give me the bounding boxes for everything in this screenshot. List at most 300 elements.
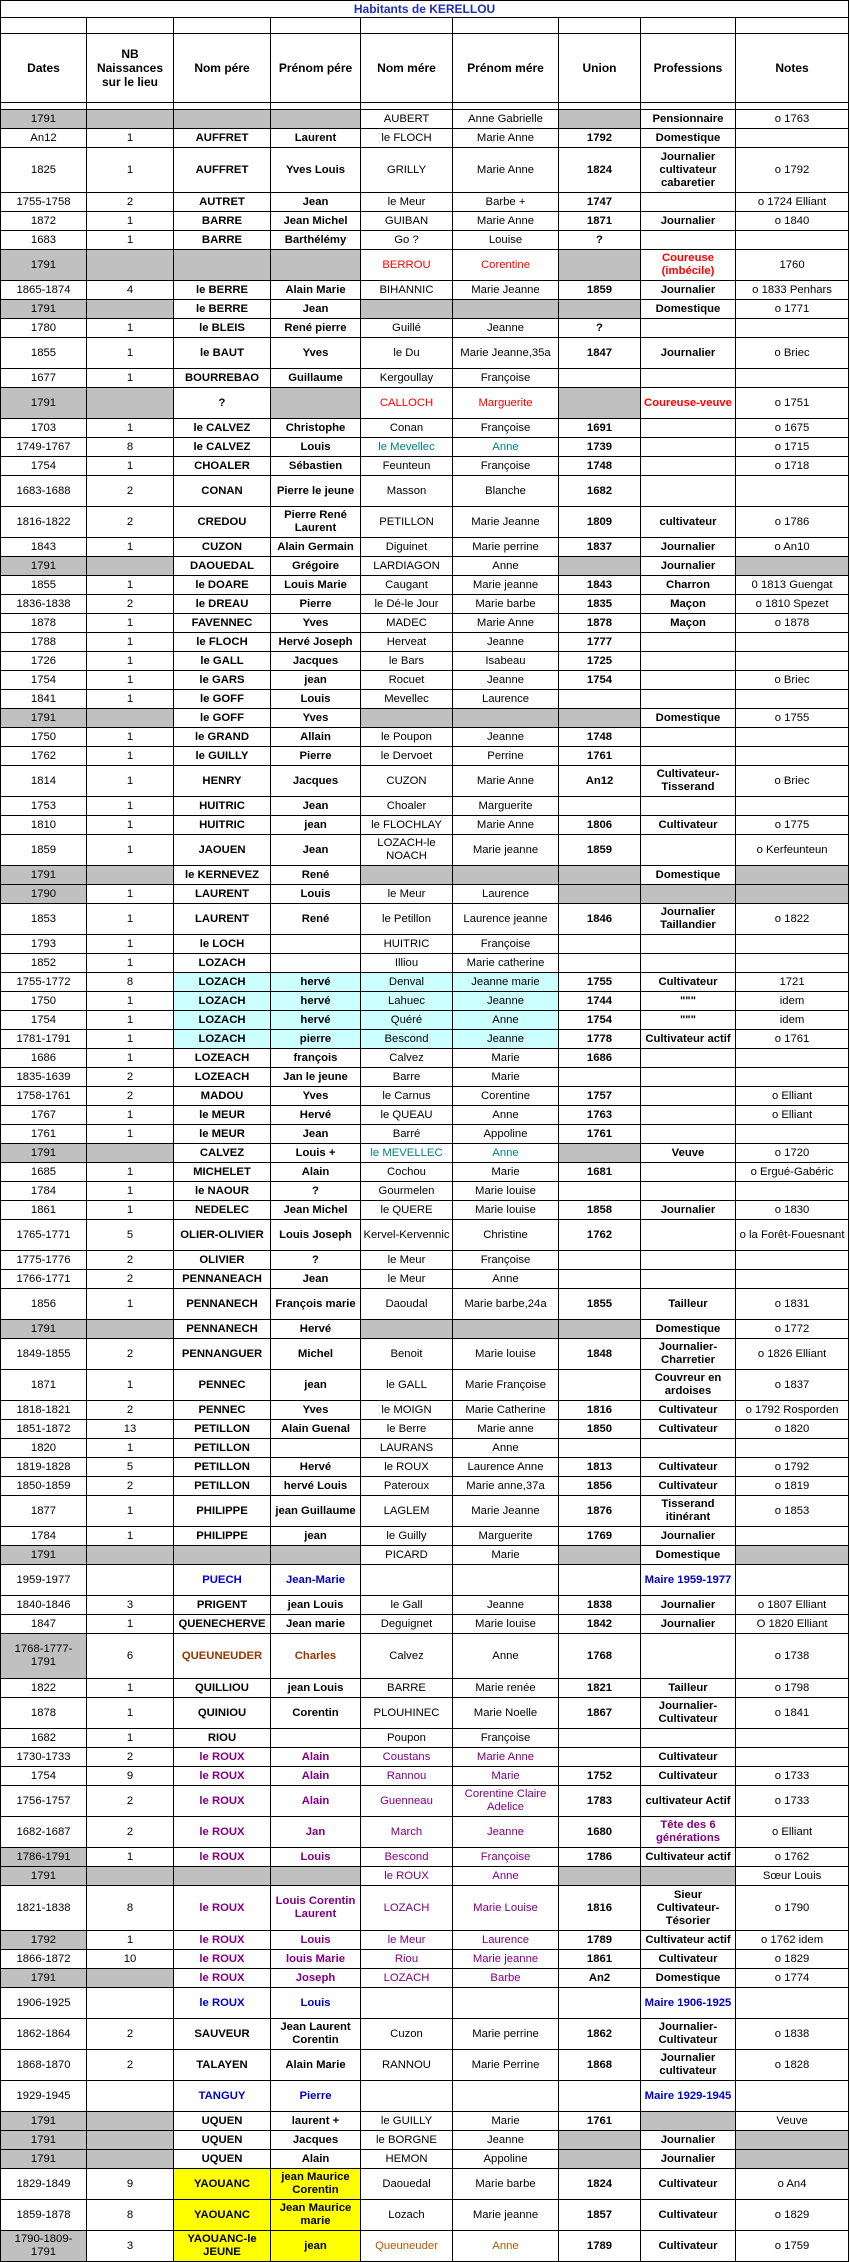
dates-cell[interactable]: 1843 <box>1 538 87 557</box>
header-union[interactable]: Union <box>559 34 641 103</box>
mother-name-cell[interactable]: Conan <box>361 419 453 438</box>
union-cell[interactable]: 1856 <box>559 1477 641 1496</box>
mother-name-cell[interactable]: Guenneau <box>361 1786 453 1817</box>
births-cell[interactable]: 1 <box>87 338 174 369</box>
union-cell[interactable]: 1859 <box>559 835 641 866</box>
births-cell[interactable]: 2 <box>87 2050 174 2081</box>
union-cell[interactable] <box>559 369 641 388</box>
dates-cell[interactable]: 1754 <box>1 1767 87 1786</box>
father-firstname-cell[interactable]: Jan le jeune <box>271 1068 361 1087</box>
dates-cell[interactable]: 1791 <box>1 2131 87 2150</box>
union-cell[interactable]: 1835 <box>559 595 641 614</box>
father-firstname-cell[interactable]: Jean <box>271 1270 361 1289</box>
father-name-cell[interactable]: NEDELEC <box>174 1201 271 1220</box>
profession-cell[interactable] <box>641 369 736 388</box>
profession-cell[interactable]: Cultivateur <box>641 973 736 992</box>
dates-cell[interactable]: 1791 <box>1 1320 87 1339</box>
father-firstname-cell[interactable]: hervé Louis <box>271 1477 361 1496</box>
union-cell[interactable] <box>559 1251 641 1270</box>
father-name-cell[interactable]: PENNANEACH <box>174 1270 271 1289</box>
notes-cell[interactable] <box>736 129 849 148</box>
union-cell[interactable]: 1846 <box>559 904 641 935</box>
mother-name-cell[interactable]: Guillé <box>361 319 453 338</box>
mother-firstname-cell[interactable]: Blanche <box>453 476 559 507</box>
father-name-cell[interactable]: le ROUX <box>174 1969 271 1988</box>
profession-cell[interactable]: Domestique <box>641 866 736 885</box>
mother-firstname-cell[interactable]: Françoise <box>453 1848 559 1867</box>
mother-firstname-cell[interactable]: Françoise <box>453 935 559 954</box>
mother-firstname-cell[interactable]: Marguerite <box>453 797 559 816</box>
profession-cell[interactable] <box>641 193 736 212</box>
union-cell[interactable]: 1691 <box>559 419 641 438</box>
father-firstname-cell[interactable]: jean Louis <box>271 1679 361 1698</box>
dates-cell[interactable]: 1850-1859 <box>1 1477 87 1496</box>
mother-name-cell[interactable]: Cuzon <box>361 2019 453 2050</box>
notes-cell[interactable] <box>736 954 849 973</box>
mother-firstname-cell[interactable]: Marie perrine <box>453 538 559 557</box>
dates-cell[interactable]: 1835-1639 <box>1 1068 87 1087</box>
profession-cell[interactable] <box>641 1439 736 1458</box>
mother-firstname-cell[interactable]: Corentine <box>453 1087 559 1106</box>
mother-name-cell[interactable]: le GUILLY <box>361 2112 453 2131</box>
mother-name-cell[interactable]: RANNOU <box>361 2050 453 2081</box>
father-firstname-cell[interactable] <box>271 250 361 281</box>
profession-cell[interactable]: cultivateur <box>641 507 736 538</box>
dates-cell[interactable]: 1792 <box>1 1931 87 1950</box>
dates-cell[interactable]: 1754 <box>1 457 87 476</box>
father-name-cell[interactable]: CHOALER <box>174 457 271 476</box>
profession-cell[interactable]: Coureuse (imbécile) <box>641 250 736 281</box>
father-firstname-cell[interactable]: Corentin <box>271 1698 361 1729</box>
union-cell[interactable]: 1862 <box>559 2019 641 2050</box>
mother-firstname-cell[interactable]: Marie Anne <box>453 148 559 193</box>
births-cell[interactable]: 13 <box>87 1420 174 1439</box>
mother-name-cell[interactable]: GRILLY <box>361 148 453 193</box>
births-cell[interactable] <box>87 709 174 728</box>
births-cell[interactable]: 2 <box>87 1817 174 1848</box>
union-cell[interactable]: 1838 <box>559 1596 641 1615</box>
father-name-cell[interactable]: CONAN <box>174 476 271 507</box>
father-firstname-cell[interactable]: Louis <box>271 1988 361 2019</box>
dates-cell[interactable]: 1825 <box>1 148 87 193</box>
births-cell[interactable]: 4 <box>87 281 174 300</box>
father-name-cell[interactable]: TALAYEN <box>174 2050 271 2081</box>
dates-cell[interactable]: 1866-1872 <box>1 1950 87 1969</box>
mother-name-cell[interactable]: Quéré <box>361 1011 453 1030</box>
dates-cell[interactable]: 1872 <box>1 212 87 231</box>
father-firstname-cell[interactable]: Jan <box>271 1817 361 1848</box>
mother-name-cell[interactable]: Rocuet <box>361 671 453 690</box>
union-cell[interactable]: 1778 <box>559 1030 641 1049</box>
dates-cell[interactable]: 1786-1791 <box>1 1848 87 1867</box>
dates-cell[interactable]: 1841 <box>1 690 87 709</box>
mother-firstname-cell[interactable]: Marie Françoise <box>453 1370 559 1401</box>
father-name-cell[interactable]: le GALL <box>174 652 271 671</box>
mother-name-cell[interactable]: Daoudal <box>361 1289 453 1320</box>
mother-firstname-cell[interactable]: Barbe <box>453 1969 559 1988</box>
mother-name-cell[interactable]: le QUEAU <box>361 1106 453 1125</box>
notes-cell[interactable] <box>736 2131 849 2150</box>
mother-firstname-cell[interactable]: Marie jeanne <box>453 576 559 595</box>
profession-cell[interactable]: Domestique <box>641 709 736 728</box>
mother-firstname-cell[interactable]: Jeanne <box>453 633 559 652</box>
father-name-cell[interactable]: UQUEN <box>174 2150 271 2169</box>
father-name-cell[interactable]: BOURREBAO <box>174 369 271 388</box>
father-firstname-cell[interactable] <box>271 388 361 419</box>
union-cell[interactable] <box>559 1439 641 1458</box>
mother-firstname-cell[interactable]: Marie <box>453 1767 559 1786</box>
notes-cell[interactable]: o 1755 <box>736 709 849 728</box>
births-cell[interactable]: 1 <box>87 1125 174 1144</box>
union-cell[interactable]: 1850 <box>559 1420 641 1439</box>
births-cell[interactable]: 1 <box>87 1163 174 1182</box>
father-name-cell[interactable]: le ROUX <box>174 1848 271 1867</box>
notes-cell[interactable]: o An4 <box>736 2169 849 2200</box>
profession-cell[interactable]: Journalier-Cultivateur <box>641 1698 736 1729</box>
father-firstname-cell[interactable]: jean <box>271 1370 361 1401</box>
births-cell[interactable]: 1 <box>87 1201 174 1220</box>
notes-cell[interactable]: o 1790 <box>736 1886 849 1931</box>
father-name-cell[interactable]: le LOCH <box>174 935 271 954</box>
mother-firstname-cell[interactable]: Marie Anne <box>453 129 559 148</box>
mother-firstname-cell[interactable]: Marie Jeanne,35a <box>453 338 559 369</box>
father-firstname-cell[interactable]: Alain <box>271 1767 361 1786</box>
births-cell[interactable]: 1 <box>87 728 174 747</box>
father-name-cell[interactable]: le ROUX <box>174 1748 271 1767</box>
profession-cell[interactable] <box>641 633 736 652</box>
father-name-cell[interactable]: le MEUR <box>174 1106 271 1125</box>
union-cell[interactable]: 1806 <box>559 816 641 835</box>
mother-name-cell[interactable] <box>361 300 453 319</box>
notes-cell[interactable]: o 1833 Penhars <box>736 281 849 300</box>
notes-cell[interactable]: o 1733 <box>736 1767 849 1786</box>
dates-cell[interactable]: 1730-1733 <box>1 1748 87 1767</box>
mother-firstname-cell[interactable]: Isabeau <box>453 652 559 671</box>
father-name-cell[interactable] <box>174 1546 271 1565</box>
mother-name-cell[interactable]: LOZACH-le NOACH <box>361 835 453 866</box>
notes-cell[interactable]: o 1837 <box>736 1370 849 1401</box>
mother-name-cell[interactable]: HEMON <box>361 2150 453 2169</box>
births-cell[interactable]: 2 <box>87 1477 174 1496</box>
notes-cell[interactable]: o 1792 Rosporden <box>736 1401 849 1420</box>
father-name-cell[interactable]: le DOARE <box>174 576 271 595</box>
mother-name-cell[interactable]: le BORGNE <box>361 2131 453 2150</box>
profession-cell[interactable] <box>641 1125 736 1144</box>
mother-firstname-cell[interactable]: Marie Anne <box>453 614 559 633</box>
father-firstname-cell[interactable]: Jean Maurice marie <box>271 2200 361 2231</box>
notes-cell[interactable]: o Elliant <box>736 1817 849 1848</box>
union-cell[interactable] <box>559 557 641 576</box>
father-firstname-cell[interactable]: Allain <box>271 728 361 747</box>
births-cell[interactable]: 1 <box>87 148 174 193</box>
mother-name-cell[interactable]: Lahuec <box>361 992 453 1011</box>
dates-cell[interactable]: 1788 <box>1 633 87 652</box>
births-cell[interactable]: 1 <box>87 1679 174 1698</box>
births-cell[interactable]: 1 <box>87 652 174 671</box>
profession-cell[interactable] <box>641 728 736 747</box>
union-cell[interactable]: An2 <box>559 1969 641 1988</box>
father-name-cell[interactable]: LOZACH <box>174 1011 271 1030</box>
profession-cell[interactable] <box>641 797 736 816</box>
mother-firstname-cell[interactable]: Marguerite <box>453 388 559 419</box>
births-cell[interactable] <box>87 2081 174 2112</box>
mother-firstname-cell[interactable] <box>453 866 559 885</box>
mother-firstname-cell[interactable]: Jeanne <box>453 1596 559 1615</box>
notes-cell[interactable]: o 1822 <box>736 904 849 935</box>
mother-name-cell[interactable]: Coustans <box>361 1748 453 1767</box>
notes-cell[interactable]: Sœur Louis <box>736 1867 849 1886</box>
notes-cell[interactable]: o 1738 <box>736 1634 849 1679</box>
profession-cell[interactable] <box>641 1867 736 1886</box>
union-cell[interactable]: 1843 <box>559 576 641 595</box>
father-name-cell[interactable]: le GOFF <box>174 709 271 728</box>
mother-name-cell[interactable]: Diguinet <box>361 538 453 557</box>
mother-name-cell[interactable]: Illiou <box>361 954 453 973</box>
father-name-cell[interactable]: DAOUEDAL <box>174 557 271 576</box>
father-firstname-cell[interactable]: Charles <box>271 1634 361 1679</box>
mother-name-cell[interactable]: HUITRIC <box>361 935 453 954</box>
profession-cell[interactable] <box>641 1729 736 1748</box>
births-cell[interactable]: 1 <box>87 1049 174 1068</box>
mother-firstname-cell[interactable]: Jeanne <box>453 728 559 747</box>
notes-cell[interactable]: idem <box>736 992 849 1011</box>
father-firstname-cell[interactable]: hervé <box>271 1011 361 1030</box>
father-name-cell[interactable]: MICHELET <box>174 1163 271 1182</box>
mother-name-cell[interactable]: Masson <box>361 476 453 507</box>
mother-firstname-cell[interactable]: Marie Jeanne <box>453 507 559 538</box>
births-cell[interactable]: 1 <box>87 1370 174 1401</box>
father-name-cell[interactable]: CREDOU <box>174 507 271 538</box>
profession-cell[interactable]: Journalier-Charretier <box>641 1339 736 1370</box>
father-firstname-cell[interactable]: jean <box>271 816 361 835</box>
union-cell[interactable]: 1752 <box>559 1767 641 1786</box>
mother-firstname-cell[interactable]: Laurence <box>453 1931 559 1950</box>
profession-cell[interactable]: Domestique <box>641 1320 736 1339</box>
father-name-cell[interactable]: LAURENT <box>174 904 271 935</box>
profession-cell[interactable] <box>641 1068 736 1087</box>
father-firstname-cell[interactable]: jean Guillaume <box>271 1496 361 1527</box>
profession-cell[interactable] <box>641 835 736 866</box>
dates-cell[interactable]: 1791 <box>1 2150 87 2169</box>
union-cell[interactable] <box>559 2131 641 2150</box>
mother-firstname-cell[interactable]: Jeanne marie <box>453 973 559 992</box>
notes-cell[interactable]: o 1798 <box>736 1679 849 1698</box>
profession-cell[interactable]: cultivateur Actif <box>641 1786 736 1817</box>
dates-cell[interactable]: 1791 <box>1 388 87 419</box>
mother-firstname-cell[interactable]: Marie Louise <box>453 1886 559 1931</box>
dates-cell[interactable]: 1856 <box>1 1289 87 1320</box>
births-cell[interactable]: 1 <box>87 766 174 797</box>
mother-name-cell[interactable]: Kervel-Kervennic <box>361 1220 453 1251</box>
dates-cell[interactable]: 1754 <box>1 671 87 690</box>
father-name-cell[interactable]: OLIER-OLIVIER <box>174 1220 271 1251</box>
dates-cell[interactable]: An12 <box>1 129 87 148</box>
dates-cell[interactable]: 1758-1761 <box>1 1087 87 1106</box>
mother-name-cell[interactable]: le Meur <box>361 1251 453 1270</box>
mother-firstname-cell[interactable]: Marie <box>453 2112 559 2131</box>
mother-name-cell[interactable]: le Carnus <box>361 1087 453 1106</box>
dates-cell[interactable]: 1814 <box>1 766 87 797</box>
union-cell[interactable]: 1777 <box>559 633 641 652</box>
profession-cell[interactable]: Cultivateur-Tisserand <box>641 766 736 797</box>
mother-firstname-cell[interactable]: Marie Jeanne <box>453 1496 559 1527</box>
profession-cell[interactable]: Cultivateur actif <box>641 1030 736 1049</box>
father-firstname-cell[interactable] <box>271 1546 361 1565</box>
union-cell[interactable] <box>559 690 641 709</box>
profession-cell[interactable]: Maire 1906-1925 <box>641 1988 736 2019</box>
dates-cell[interactable]: 1878 <box>1 614 87 633</box>
union-cell[interactable] <box>559 797 641 816</box>
births-cell[interactable]: 1 <box>87 319 174 338</box>
union-cell[interactable]: 1769 <box>559 1527 641 1546</box>
union-cell[interactable]: 1878 <box>559 614 641 633</box>
mother-name-cell[interactable]: Mevellec <box>361 690 453 709</box>
profession-cell[interactable] <box>641 1087 736 1106</box>
dates-cell[interactable]: 1791 <box>1 1969 87 1988</box>
profession-cell[interactable]: Journalier cultivateur cabaretier <box>641 148 736 193</box>
births-cell[interactable]: 1 <box>87 1729 174 1748</box>
births-cell[interactable]: 1 <box>87 992 174 1011</box>
father-name-cell[interactable]: YAOUANC <box>174 2169 271 2200</box>
dates-cell[interactable]: 1849-1855 <box>1 1339 87 1370</box>
father-firstname-cell[interactable]: Laurent <box>271 129 361 148</box>
notes-cell[interactable]: o 1759 <box>736 2231 849 2262</box>
mother-name-cell[interactable]: LAURANS <box>361 1439 453 1458</box>
father-firstname-cell[interactable]: Jean <box>271 1125 361 1144</box>
mother-name-cell[interactable]: Herveat <box>361 633 453 652</box>
dates-cell[interactable]: 1791 <box>1 709 87 728</box>
mother-name-cell[interactable]: Daouedal <box>361 2169 453 2200</box>
dates-cell[interactable]: 1791 <box>1 1867 87 1886</box>
mother-firstname-cell[interactable]: Françoise <box>453 419 559 438</box>
profession-cell[interactable] <box>641 438 736 457</box>
father-firstname-cell[interactable]: Yves <box>271 614 361 633</box>
dates-cell[interactable]: 1791 <box>1 250 87 281</box>
profession-cell[interactable]: Journalier <box>641 281 736 300</box>
father-name-cell[interactable]: JAOUEN <box>174 835 271 866</box>
union-cell[interactable]: 1783 <box>559 1786 641 1817</box>
profession-cell[interactable] <box>641 1049 736 1068</box>
mother-firstname-cell[interactable] <box>453 1565 559 1596</box>
father-firstname-cell[interactable]: Jean <box>271 835 361 866</box>
union-cell[interactable]: 1855 <box>559 1289 641 1320</box>
births-cell[interactable]: 10 <box>87 1950 174 1969</box>
union-cell[interactable]: 1754 <box>559 671 641 690</box>
dates-cell[interactable]: 1726 <box>1 652 87 671</box>
profession-cell[interactable] <box>641 419 736 438</box>
notes-cell[interactable] <box>736 231 849 250</box>
notes-cell[interactable]: O 1820 Elliant <box>736 1615 849 1634</box>
father-name-cell[interactable]: le ROUX <box>174 1931 271 1950</box>
dates-cell[interactable]: 1749-1767 <box>1 438 87 457</box>
births-cell[interactable] <box>87 866 174 885</box>
mother-name-cell[interactable]: Bescond <box>361 1848 453 1867</box>
father-name-cell[interactable] <box>174 110 271 129</box>
mother-name-cell[interactable]: BERROU <box>361 250 453 281</box>
mother-name-cell[interactable] <box>361 709 453 728</box>
father-firstname-cell[interactable]: Alain Marie <box>271 281 361 300</box>
profession-cell[interactable]: Domestique <box>641 300 736 319</box>
union-cell[interactable]: 1754 <box>559 1011 641 1030</box>
father-firstname-cell[interactable]: Alain <box>271 1163 361 1182</box>
father-name-cell[interactable]: LOZEACH <box>174 1049 271 1068</box>
births-cell[interactable]: 1 <box>87 816 174 835</box>
notes-cell[interactable]: o 1724 Elliant <box>736 193 849 212</box>
father-firstname-cell[interactable]: Jacques <box>271 766 361 797</box>
notes-cell[interactable]: o 1762 idem <box>736 1931 849 1950</box>
dates-cell[interactable]: 1810 <box>1 816 87 835</box>
dates-cell[interactable]: 1780 <box>1 319 87 338</box>
union-cell[interactable]: 1725 <box>559 652 641 671</box>
union-cell[interactable] <box>559 2150 641 2169</box>
births-cell[interactable]: 2 <box>87 595 174 614</box>
dates-cell[interactable]: 1791 <box>1 1546 87 1565</box>
notes-cell[interactable]: o 1792 <box>736 1458 849 1477</box>
births-cell[interactable]: 1 <box>87 1182 174 1201</box>
profession-cell[interactable] <box>641 935 736 954</box>
union-cell[interactable]: 1763 <box>559 1106 641 1125</box>
father-name-cell[interactable]: le NAOUR <box>174 1182 271 1201</box>
union-cell[interactable]: 1848 <box>559 1339 641 1370</box>
father-name-cell[interactable]: MADOU <box>174 1087 271 1106</box>
profession-cell[interactable]: Cultivateur actif <box>641 1848 736 1867</box>
notes-cell[interactable] <box>736 728 849 747</box>
profession-cell[interactable]: Pensionnaire <box>641 110 736 129</box>
mother-name-cell[interactable]: le Guilly <box>361 1527 453 1546</box>
mother-name-cell[interactable]: Riou <box>361 1950 453 1969</box>
father-name-cell[interactable]: LOZEACH <box>174 1068 271 1087</box>
father-firstname-cell[interactable]: Louis <box>271 1848 361 1867</box>
mother-firstname-cell[interactable]: Marie <box>453 1546 559 1565</box>
notes-cell[interactable]: o 1841 <box>736 1698 849 1729</box>
father-name-cell[interactable]: PUECH <box>174 1565 271 1596</box>
mother-name-cell[interactable]: le ROUX <box>361 1458 453 1477</box>
dates-cell[interactable]: 1784 <box>1 1527 87 1546</box>
profession-cell[interactable]: Cultivateur <box>641 1748 736 1767</box>
father-firstname-cell[interactable]: jean Maurice Corentin <box>271 2169 361 2200</box>
father-name-cell[interactable]: PHILIPPE <box>174 1527 271 1546</box>
births-cell[interactable] <box>87 2112 174 2131</box>
births-cell[interactable]: 3 <box>87 1596 174 1615</box>
father-name-cell[interactable]: le ROUX <box>174 1886 271 1931</box>
births-cell[interactable]: 1 <box>87 1011 174 1030</box>
births-cell[interactable]: 9 <box>87 1767 174 1786</box>
union-cell[interactable] <box>559 1370 641 1401</box>
profession-cell[interactable] <box>641 319 736 338</box>
union-cell[interactable]: 1757 <box>559 1087 641 1106</box>
profession-cell[interactable] <box>641 231 736 250</box>
profession-cell[interactable] <box>641 1220 736 1251</box>
mother-firstname-cell[interactable]: Marie anne,37a <box>453 1477 559 1496</box>
union-cell[interactable]: 1739 <box>559 438 641 457</box>
profession-cell[interactable]: Maire 1959-1977 <box>641 1565 736 1596</box>
mother-name-cell[interactable]: CALLOCH <box>361 388 453 419</box>
mother-firstname-cell[interactable]: Corentine Claire Adelice <box>453 1786 559 1817</box>
mother-name-cell[interactable]: PETILLON <box>361 507 453 538</box>
mother-firstname-cell[interactable]: Jeanne <box>453 2131 559 2150</box>
dates-cell[interactable]: 1791 <box>1 110 87 129</box>
mother-name-cell[interactable]: Feunteun <box>361 457 453 476</box>
mother-name-cell[interactable]: le Meur <box>361 1270 453 1289</box>
father-firstname-cell[interactable]: pierre <box>271 1030 361 1049</box>
dates-cell[interactable]: 1865-1874 <box>1 281 87 300</box>
father-name-cell[interactable]: LAURENT <box>174 885 271 904</box>
father-firstname-cell[interactable]: Jacques <box>271 2131 361 2150</box>
father-firstname-cell[interactable]: jean <box>271 671 361 690</box>
union-cell[interactable]: 1876 <box>559 1496 641 1527</box>
father-name-cell[interactable]: le ROUX <box>174 1786 271 1817</box>
father-firstname-cell[interactable]: Jean <box>271 797 361 816</box>
